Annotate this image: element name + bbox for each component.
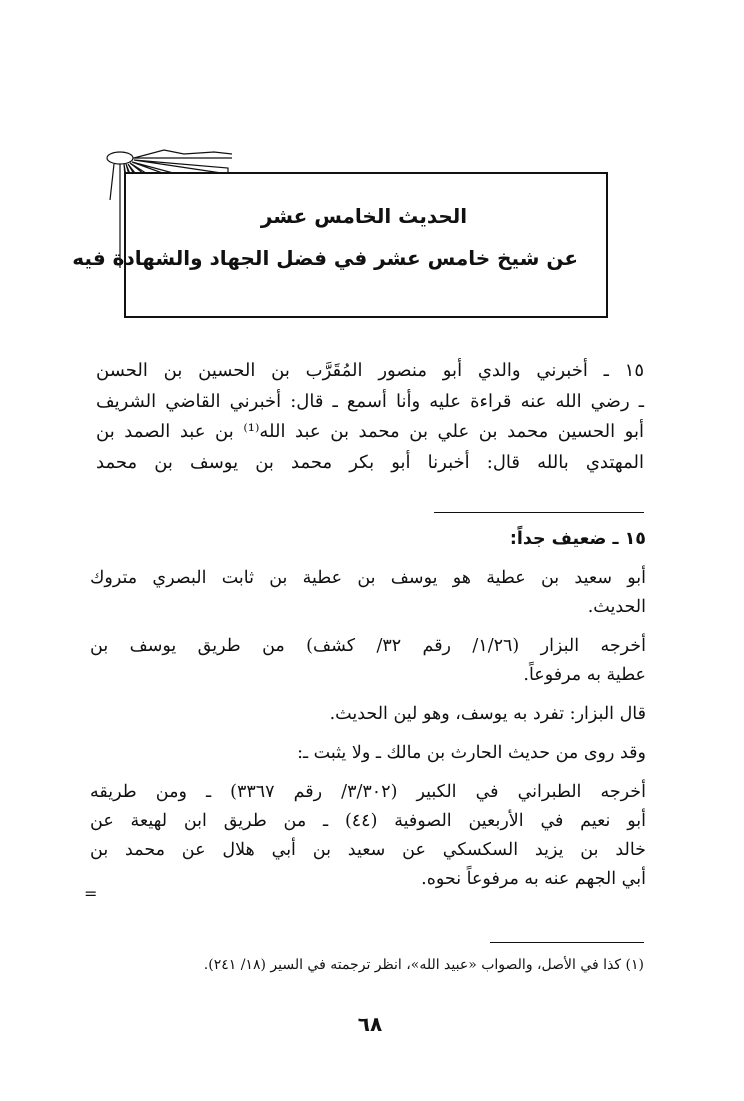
note-line: أبي الجهم عنه به مرفوعاً نحوه. bbox=[421, 869, 646, 889]
footnote-separator bbox=[490, 942, 644, 943]
hadith-text bbox=[96, 356, 644, 478]
continuation-mark: = bbox=[84, 884, 98, 903]
note-line: أخرجه الطبراني في الكبير (٣/٣٠٢/ رقم ٣٣٦٧) ـ ومن طريقه bbox=[90, 782, 646, 802]
text-line: المهتدي بالله قال: أخبرنا أبو بكر محمد بن يوسف بن محمد bbox=[96, 451, 644, 473]
note-line: وقد روى من حديث الحارث بن مالك ـ ولا يثبت ـ: bbox=[297, 743, 646, 763]
note-heading: ١٥ ـ ضعيف جداً: bbox=[509, 529, 646, 549]
page-number: ٦٨ bbox=[357, 1012, 383, 1036]
note-line: الحديث. bbox=[587, 597, 646, 617]
note-line: أخرجه البزار (١/٢٦/ رقم ٣٢/ كشف) من طريق يوسف بن bbox=[90, 636, 646, 656]
text-line: أبو الحسين محمد بن علي بن محمد بن عبد الله⁽¹⁾ بن عبد الصمد بن bbox=[96, 421, 644, 442]
notes-separator bbox=[434, 512, 644, 513]
commentary-notes bbox=[90, 525, 646, 904]
title-box bbox=[72, 172, 608, 318]
chapter-title: الحديث الخامس عشر bbox=[260, 204, 468, 228]
note-line: أبو نعيم في الأربعين الصوفية (٤٤) ـ من طريق ابن لهيعة عن bbox=[90, 811, 646, 831]
note-line: عطية به مرفوعاً. bbox=[523, 665, 646, 685]
footnote: (١) كذا في الأصل، والصواب «عبيد الله»، انظر ترجمته في السير (١٨/ ٢٤١). bbox=[203, 957, 644, 973]
chapter-subtitle: عن شيخ خامس عشر في فضل الجهاد والشهادة فيه bbox=[72, 246, 578, 270]
note-line: خالد بن يزيد السكسكي عن سعيد بن أبي هلال عن محمد بن bbox=[90, 840, 646, 860]
text-line: ـ رضي الله عنه قراءة عليه وأنا أسمع ـ قال: أخبرني القاضي الشريف bbox=[96, 390, 644, 412]
text-line: ١٥ ـ أخبرني والدي أبو منصور المُقَرَّب بن الحسين بن الحسن bbox=[96, 360, 644, 381]
note-line: قال البزار: تفرد به يوسف، وهو لين الحديث. bbox=[329, 704, 646, 724]
note-line: أبو سعيد بن عطية هو يوسف بن عطية بن ثابت البصري متروك bbox=[90, 568, 646, 588]
